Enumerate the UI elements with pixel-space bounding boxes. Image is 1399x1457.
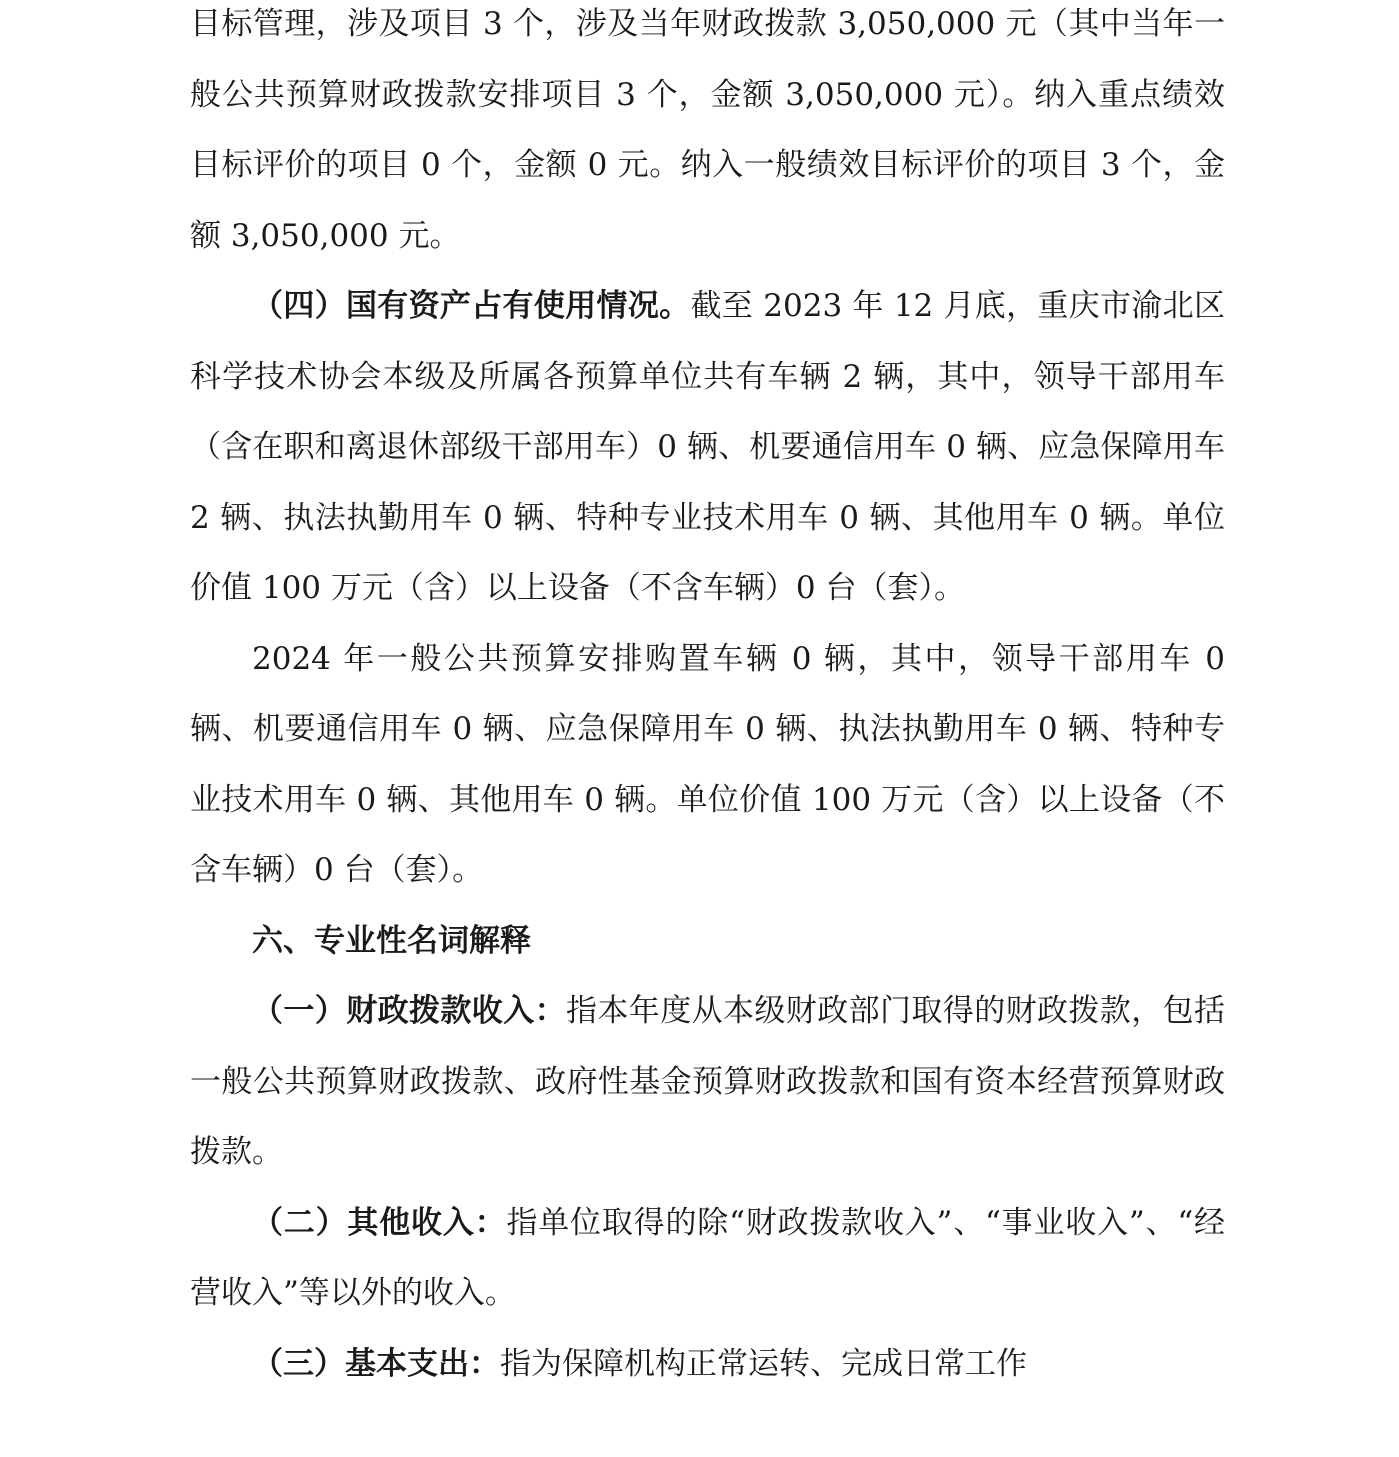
paragraph-state-assets-text: 截至 2023 年 12 月底，重庆市渝北区科学技术协会本级及所属各预算单位共有车辆 2 辆，其中，领导干部用车（含在职和离退休部级干部用车）0 辆、机要通信用车 0 辆、应急保障用车 2 辆、执法执勤用车 0 辆、特种专业技术用车 0 辆、其他用车 0 辆。单位价值 100 万元（含）以上设备（不含车辆）0 台（套）。 xyxy=(190,288,1225,606)
definition-basic-expenditure xyxy=(190,1329,1225,1400)
document-page xyxy=(190,0,1225,1457)
definition-other-income xyxy=(190,1188,1225,1329)
section-label-state-assets: （四）国有资产占有使用情况。 xyxy=(252,288,691,324)
section-heading-terms: 六、专业性名词解释 xyxy=(252,922,531,959)
definition-text-other-income: 指单位取得的除“财政拨款收入”、“事业收入”、“经营收入”等以外的收入。 xyxy=(190,1204,1225,1311)
definition-fiscal-appropriation xyxy=(190,976,1225,1188)
definition-label-fiscal-appropriation: （一）财政拨款收入： xyxy=(252,993,566,1029)
definition-label-basic-expenditure: （三）基本支出： xyxy=(252,1345,500,1382)
paragraph-performance-targets: 目标管理，涉及项目 3 个，涉及当年财政拨款 3,050,000 元（其中当年一般公共预算财政拨款安排项目 3 个，金额 3,050,000 元）。纳入重点绩效目标评价的项目 0 个，金额 0 元。纳入一般绩效目标评价的项目 3 个，金额 3,050,000 元。 xyxy=(190,6,1225,254)
paragraph-state-assets xyxy=(190,271,1225,624)
definition-text-fiscal-appropriation: 指本年度从本级财政部门取得的财政拨款，包括一般公共预算财政拨款、政府性基金预算财政拨款和国有资本经营预算财政拨款。 xyxy=(190,993,1225,1170)
definition-label-other-income: （二）其他收入： xyxy=(252,1204,507,1241)
paragraph-vehicle-purchase-2024: 2024 年一般公共预算安排购置车辆 0 辆，其中，领导干部用车 0 辆、机要通信用车 0 辆、应急保障用车 0 辆、执法执勤用车 0 辆、特种专业技术用车 0 辆、其他用车 0 辆。单位价值 100 万元（含）以上设备（不含车辆）0 台（套）。 xyxy=(190,640,1225,888)
definition-text-basic-expenditure: 指为保障机构正常运转、完成日常工作 xyxy=(500,1345,1027,1382)
